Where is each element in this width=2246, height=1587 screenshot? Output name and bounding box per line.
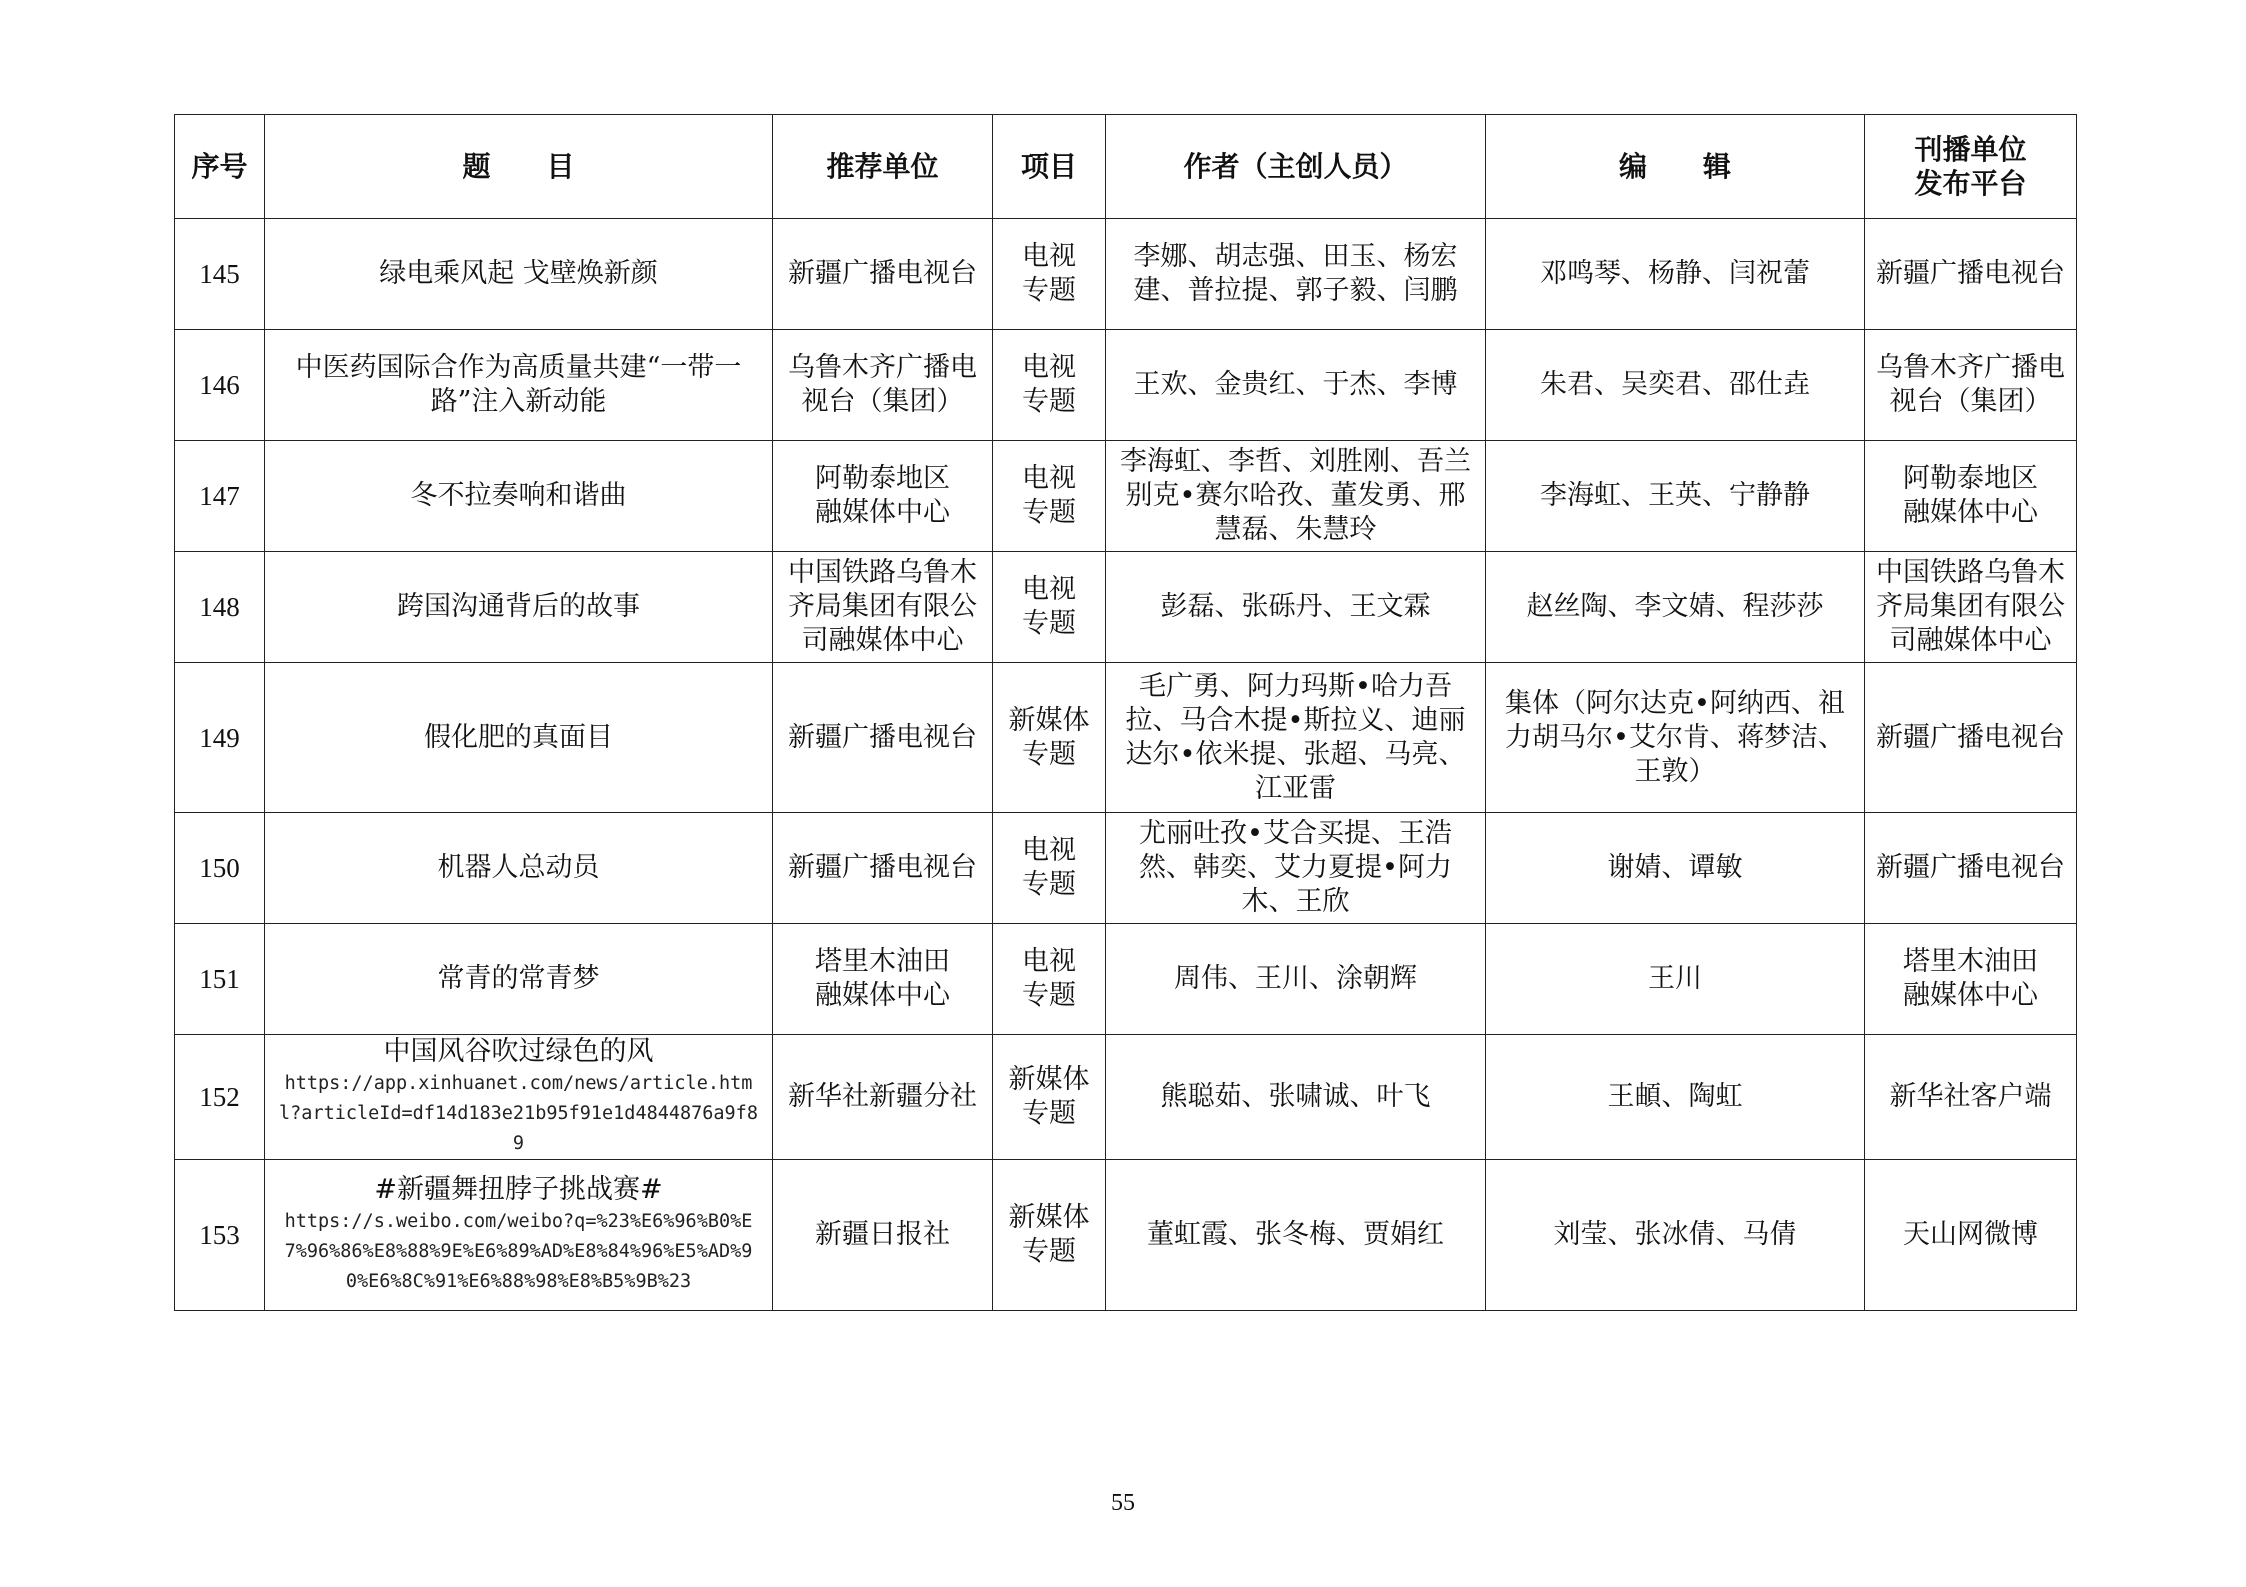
cell-title <box>265 330 773 441</box>
cell-index: 147 <box>175 441 265 552</box>
cell-index: 153 <box>175 1160 265 1311</box>
header-index: 序号 <box>175 115 265 219</box>
cell-platform: 天山网微博 <box>1865 1160 2077 1311</box>
cell-editors: 集体（阿尔达克•阿纳西、祖力胡马尔•艾尔肯、蒋梦洁、王敦） <box>1486 663 1865 813</box>
header-title: 题 目 <box>265 115 773 219</box>
page-number: 55 <box>1111 1490 1135 1516</box>
title-text: 中医药国际合作为高质量共建“一带一路”注入新动能 <box>295 352 742 417</box>
cell-title <box>265 441 773 552</box>
cell-title <box>265 219 773 330</box>
title-text: 常青的常青梦 <box>437 963 600 994</box>
header-row <box>175 115 2077 219</box>
cell-platform: 新疆广播电视台 <box>1865 219 2077 330</box>
cell-editors: 王頔、陶虹 <box>1486 1035 1865 1160</box>
cell-unit: 阿勒泰地区 融媒体中心 <box>773 441 993 552</box>
awards-table <box>174 114 2077 1311</box>
cell-editors: 邓鸣琴、杨静、闫祝蕾 <box>1486 219 1865 330</box>
cell-title <box>265 663 773 813</box>
cell-authors: 尤丽吐孜•艾合买提、王浩然、韩奕、艾力夏提•阿力木、王欣 <box>1106 813 1486 924</box>
title-text: 冬不拉奏响和谐曲 <box>410 480 627 511</box>
cell-type: 电视 专题 <box>993 924 1106 1035</box>
cell-unit: 新华社新疆分社 <box>773 1035 993 1160</box>
table-row <box>175 219 2077 330</box>
cell-unit: 乌鲁木齐广播电视台（集团） <box>773 330 993 441</box>
cell-type: 电视 专题 <box>993 330 1106 441</box>
header-unit: 推荐单位 <box>773 115 993 219</box>
cell-type: 新媒体 专题 <box>993 1160 1106 1311</box>
table-row <box>175 663 2077 813</box>
cell-index: 145 <box>175 219 265 330</box>
cell-title <box>265 1035 773 1160</box>
title-text: 绿电乘风起 戈壁焕新颜 <box>379 258 658 289</box>
cell-authors: 毛广勇、阿力玛斯•哈力吾拉、马合木提•斯拉义、迪丽达尔•依米提、张超、马亮、江亚雷 <box>1106 663 1486 813</box>
table-row <box>175 1035 2077 1160</box>
table-row <box>175 441 2077 552</box>
title-url-link[interactable]: https://app.xinhuanet.com/news/article.html?articleId=df14d183e21b95f91e1d4844876a9f89 <box>279 1073 758 1154</box>
cell-type: 电视 专题 <box>993 441 1106 552</box>
cell-editors: 李海虹、王英、宁静静 <box>1486 441 1865 552</box>
cell-unit: 新疆广播电视台 <box>773 813 993 924</box>
title-text: 跨国沟通背后的故事 <box>397 591 640 622</box>
cell-editors: 王川 <box>1486 924 1865 1035</box>
cell-type: 电视 专题 <box>993 813 1106 924</box>
cell-title <box>265 924 773 1035</box>
cell-editors: 谢婧、谭敏 <box>1486 813 1865 924</box>
cell-editors: 朱君、吴奕君、邵仕垚 <box>1486 330 1865 441</box>
cell-platform: 中国铁路乌鲁木齐局集团有限公司融媒体中心 <box>1865 552 2077 663</box>
cell-type: 新媒体 专题 <box>993 663 1106 813</box>
cell-index: 152 <box>175 1035 265 1160</box>
title-text: 中国风谷吹过绿色的风 <box>383 1036 654 1067</box>
cell-index: 150 <box>175 813 265 924</box>
cell-authors: 彭磊、张砾丹、王文霖 <box>1106 552 1486 663</box>
cell-title <box>265 552 773 663</box>
table-row <box>175 552 2077 663</box>
title-url-link[interactable]: https://s.weibo.com/weibo?q=%23%E6%96%B0%E7%96%86%E8%88%9E%E6%89%AD%E8%84%96%E5%AD%90%E6%8C%91%E6%88%98%E8%B5%9B%23 <box>284 1211 753 1292</box>
cell-type: 新媒体 专题 <box>993 1035 1106 1160</box>
cell-authors: 董虹霞、张冬梅、贾娟红 <box>1106 1160 1486 1311</box>
cell-index: 149 <box>175 663 265 813</box>
header-editors: 编 辑 <box>1486 115 1865 219</box>
cell-platform: 新疆广播电视台 <box>1865 813 2077 924</box>
cell-authors: 周伟、王川、涂朝辉 <box>1106 924 1486 1035</box>
table-row <box>175 924 2077 1035</box>
cell-authors: 熊聪茹、张啸诚、叶飞 <box>1106 1035 1486 1160</box>
cell-editors: 刘莹、张冰倩、马倩 <box>1486 1160 1865 1311</box>
table-row <box>175 330 2077 441</box>
title-text: #新疆舞扭脖子挑战赛# <box>374 1174 663 1205</box>
title-text: 假化肥的真面目 <box>424 721 613 753</box>
header-platform: 刊播单位 发布平台 <box>1865 115 2077 219</box>
cell-unit: 新疆日报社 <box>773 1160 993 1311</box>
cell-editors: 赵丝陶、李文婧、程莎莎 <box>1486 552 1865 663</box>
cell-title <box>265 813 773 924</box>
cell-unit: 塔里木油田 融媒体中心 <box>773 924 993 1035</box>
header-authors: 作者（主创人员） <box>1106 115 1486 219</box>
cell-type: 电视 专题 <box>993 552 1106 663</box>
cell-unit: 中国铁路乌鲁木齐局集团有限公司融媒体中心 <box>773 552 993 663</box>
cell-title <box>265 1160 773 1311</box>
title-text: 机器人总动员 <box>437 852 600 883</box>
header-type: 项目 <box>993 115 1106 219</box>
table-row <box>175 813 2077 924</box>
cell-platform: 塔里木油田 融媒体中心 <box>1865 924 2077 1035</box>
cell-platform: 新华社客户端 <box>1865 1035 2077 1160</box>
cell-unit: 新疆广播电视台 <box>773 663 993 813</box>
cell-index: 148 <box>175 552 265 663</box>
cell-index: 151 <box>175 924 265 1035</box>
cell-platform: 新疆广播电视台 <box>1865 663 2077 813</box>
cell-index: 146 <box>175 330 265 441</box>
cell-unit: 新疆广播电视台 <box>773 219 993 330</box>
cell-platform: 乌鲁木齐广播电视台（集团） <box>1865 330 2077 441</box>
cell-type: 电视 专题 <box>993 219 1106 330</box>
table-row <box>175 1160 2077 1311</box>
cell-authors: 李海虹、李哲、刘胜刚、吾兰别克•赛尔哈孜、董发勇、邢慧磊、朱慧玲 <box>1106 441 1486 552</box>
cell-authors: 李娜、胡志强、田玉、杨宏建、普拉提、郭子毅、闫鹏 <box>1106 219 1486 330</box>
cell-platform: 阿勒泰地区 融媒体中心 <box>1865 441 2077 552</box>
cell-authors: 王欢、金贵红、于杰、李博 <box>1106 330 1486 441</box>
